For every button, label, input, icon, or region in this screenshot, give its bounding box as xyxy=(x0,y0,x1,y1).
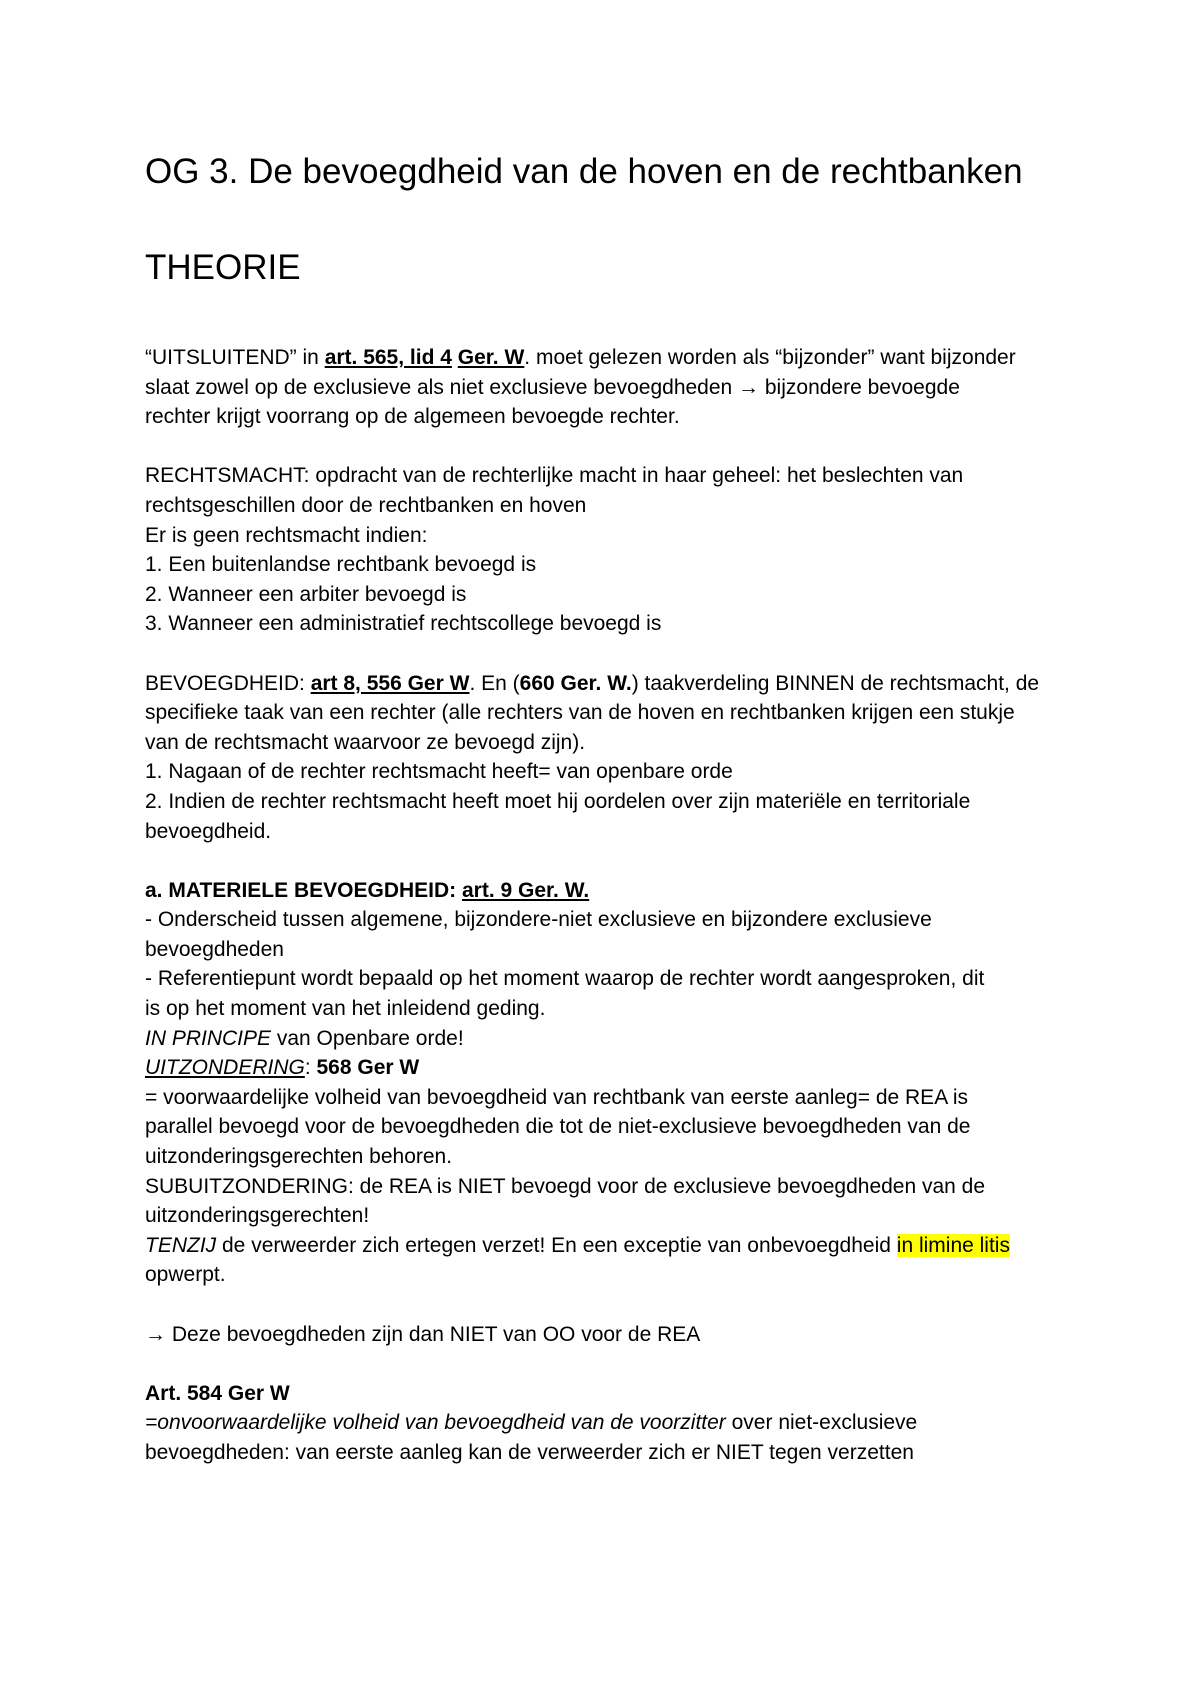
spacer xyxy=(145,639,1085,669)
article-reference: art. 9 Ger. W. xyxy=(461,878,590,902)
paragraph-line: van de rechtsmacht waarvoor ze bevoegd zijn). xyxy=(145,730,586,754)
paragraph-line: rechtsgeschillen door de rechtbanken en hoven xyxy=(145,493,587,517)
spacer xyxy=(145,1349,1085,1379)
subsection-heading: a. MATERIELE BEVOEGDHEID: xyxy=(145,878,462,902)
spacer xyxy=(145,1290,1085,1320)
paragraph-line: = voorwaardelijke volheid van bevoegdheid van rechtbank van eerste aanleg= de REA is xyxy=(145,1085,969,1109)
paragraph-line: - Referentiepunt wordt bepaald op het moment waarop de rechter wordt aangesproken, dit xyxy=(145,967,985,991)
list-item: 1. Nagaan of de rechter rechtsmacht heeft= van openbare orde xyxy=(145,760,733,784)
list-item: 1. Een buitenlandse rechtbank bevoegd is xyxy=(145,553,537,577)
paragraph-line: SUBUITZONDERING: de REA is NIET bevoegd voor de exclusieve bevoegdheden van de xyxy=(145,1174,986,1198)
list-item: 2. Indien de rechter rechtsmacht heeft moet hij oordelen over zijn materiële en territoriale xyxy=(145,789,971,813)
paragraph-line: IN PRINCIPE van Openbare orde! xyxy=(145,1026,464,1050)
article-reference: 568 Ger W xyxy=(316,1056,420,1080)
paragraph-line: parallel bevoegd voor de bevoegdheden die tot de niet-exclusieve bevoegdheden van de xyxy=(145,1115,971,1139)
article-reference: art. 565, lid 4 xyxy=(324,346,452,369)
paragraph-line: uitzonderingsgerechten behoren. xyxy=(145,1145,453,1169)
paragraph-line: “UITSLUITEND” in art. 565, lid 4 Ger. W. moet gelezen worden als “bijzonder” want bijzonder xyxy=(145,346,1016,369)
list-item: 3. Wanneer een administratief rechtscollege bevoegd is xyxy=(145,612,662,636)
list-item: 2. Wanneer een arbiter bevoegd is xyxy=(145,582,467,606)
paragraph-line: is op het moment van het inleidend geding. xyxy=(145,997,546,1021)
paragraph-line: - Onderscheid tussen algemene, bijzondere-niet exclusieve en bijzondere exclusieve xyxy=(145,908,932,932)
highlighted-text: in limine litis xyxy=(896,1233,1010,1257)
document-body xyxy=(145,343,1085,1468)
paragraph-line: BEVOEGDHEID: art 8, 556 Ger W. En (660 Ger. W.) taakverdeling BINNEN de rechtsmacht, de xyxy=(145,671,1040,695)
paragraph-line: opwerpt. xyxy=(145,1263,226,1287)
paragraph-line: =onvoorwaardelijke volheid van bevoegdheid van de voorzitter over niet-exclusieve xyxy=(145,1411,918,1435)
paragraph-line: UITZONDERING: 568 Ger W xyxy=(145,1056,420,1080)
paragraph-line: RECHTSMACHT: opdracht van de rechterlijke macht in haar geheel: het beslechten van xyxy=(145,464,964,488)
spacer xyxy=(145,846,1085,876)
paragraph-line: specifieke taak van een rechter (alle rechters van de hoven en rechtbanken krijgen een stukje xyxy=(145,701,1015,725)
paragraph-line: bevoegdheden xyxy=(145,937,284,961)
section-heading: THEORIE xyxy=(145,248,301,287)
paragraph-line xyxy=(145,876,1085,906)
paragraph-line: uitzonderingsgerechten! xyxy=(145,1204,370,1228)
law-reference: Ger. W xyxy=(457,346,525,369)
paragraph-line: → Deze bevoegdheden zijn dan NIET van OO voor de REA xyxy=(145,1322,701,1346)
article-reference: art 8, 556 Ger W xyxy=(310,671,470,695)
paragraph-line: bevoegdheid. xyxy=(145,819,272,843)
paragraph-line: Er is geen rechtsmacht indien: xyxy=(145,523,428,547)
paragraph-line: slaat zowel op de exclusieve als niet exclusieve bevoegdheden → bijzondere bevoegde xyxy=(145,375,960,399)
spacer xyxy=(145,432,1085,462)
paragraph-line: bevoegdheden: van eerste aanleg kan de verweerder zich er NIET tegen verzetten xyxy=(145,1440,914,1464)
article-reference: 660 Ger. W. xyxy=(519,671,632,695)
document-title: OG 3. De bevoegdheid van de hoven en de rechtbanken xyxy=(145,152,1023,191)
paragraph-line: rechter krijgt voorrang op de algemeen bevoegde rechter. xyxy=(145,405,680,429)
paragraph-line: TENZIJ de verweerder zich ertegen verzet! En een exceptie van onbevoegdheid in limine litis xyxy=(145,1233,1010,1257)
subsection-heading: Art. 584 Ger W xyxy=(145,1381,290,1405)
